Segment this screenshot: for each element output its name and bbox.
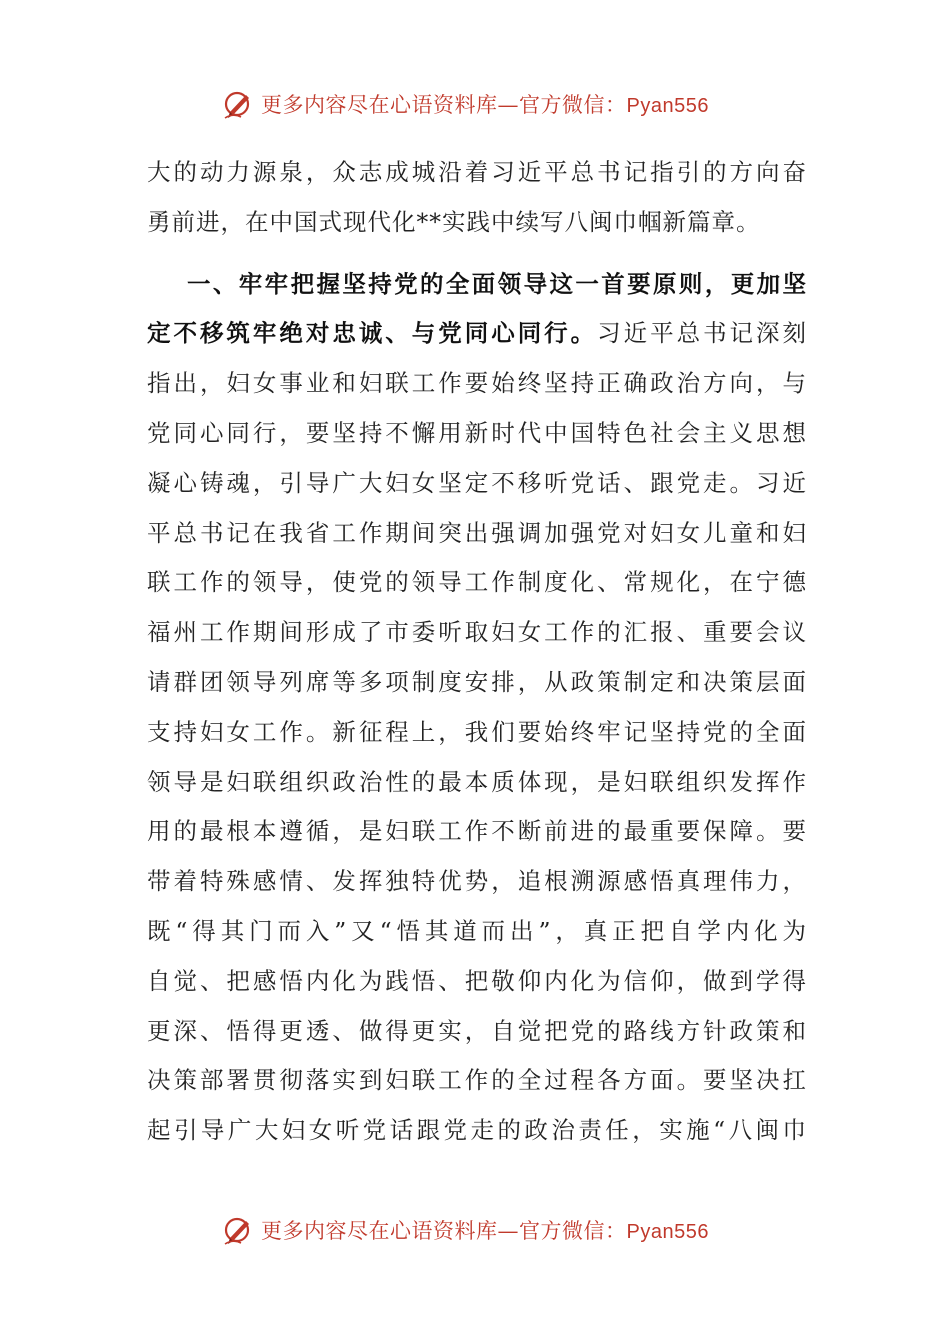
body-line: 联工作的领导，使党的领导工作制度化、常规化，在宁德 xyxy=(147,568,807,597)
body-line: 平总书记在我省工作期间突出强调加强党对妇女儿童和妇 xyxy=(147,518,807,547)
body-line: 指出，妇女事业和妇联工作要始终坚持正确政治方向，与 xyxy=(147,369,807,398)
pen-logo-icon xyxy=(221,1213,255,1247)
body-line: 勇前进，在中国式现代化**实践中续写八闽巾帼新篇章。 xyxy=(147,207,761,236)
body-line: 决策部署贯彻落实到妇联工作的全过程各方面。要坚决扛 xyxy=(147,1066,807,1095)
watermark-text: 更多内容尽在心语资料库—官方微信：Pyan556 xyxy=(261,93,709,117)
body-line: 用的最根本遵循，是妇联工作不断前进的最重要保障。要 xyxy=(147,817,807,846)
body-line: 既“得其门而入”又“悟其道而出”，真正把自学内化为 xyxy=(147,916,807,945)
body-line: 更深、悟得更透、做得更实，自觉把党的路线方针政策和 xyxy=(147,1016,807,1045)
body-line: 起引导广大妇女听党话跟党走的政治责任，实施“八闽巾 xyxy=(147,1116,807,1145)
body-line: 领导是妇联组织政治性的最本质体现，是妇联组织发挥作 xyxy=(147,767,807,796)
body-line: 福州工作期间形成了市委听取妇女工作的汇报、重要会议 xyxy=(147,618,807,647)
watermark-text: 更多内容尽在心语资料库—官方微信：Pyan556 xyxy=(261,1219,709,1243)
pen-logo-icon xyxy=(221,87,255,121)
watermark-header xyxy=(0,84,950,124)
body-line: 带着特殊感情、发挥独特优势，追根溯源感悟真理伟力， xyxy=(147,867,807,896)
body-line: 党同心同行，要坚持不懈用新时代中国特色社会主义思想 xyxy=(147,418,807,447)
body-line: 大的动力源泉，众志成城沿着习近平总书记指引的方向奋 xyxy=(147,158,807,186)
body-line: 支持妇女工作。新征程上，我们要始终牢记坚持党的全面 xyxy=(147,717,807,746)
document-body xyxy=(147,148,807,1156)
section-heading-continued: 定不移筑牢绝对忠诚、与党同心同行。习近平总书记深刻 xyxy=(147,319,807,348)
body-line: 请群团领导列席等多项制度安排，从政策制定和决策层面 xyxy=(147,667,807,696)
section-heading: 一、牢牢把握坚持党的全面领导这一首要原则，更加坚 xyxy=(187,269,807,298)
body-line: 凝心铸魂，引导广大妇女坚定不移听党话、跟党走。习近 xyxy=(147,468,807,497)
watermark-footer xyxy=(0,1210,950,1250)
body-line: 自觉、把感悟内化为践悟、把敬仰内化为信仰，做到学得 xyxy=(147,966,807,995)
